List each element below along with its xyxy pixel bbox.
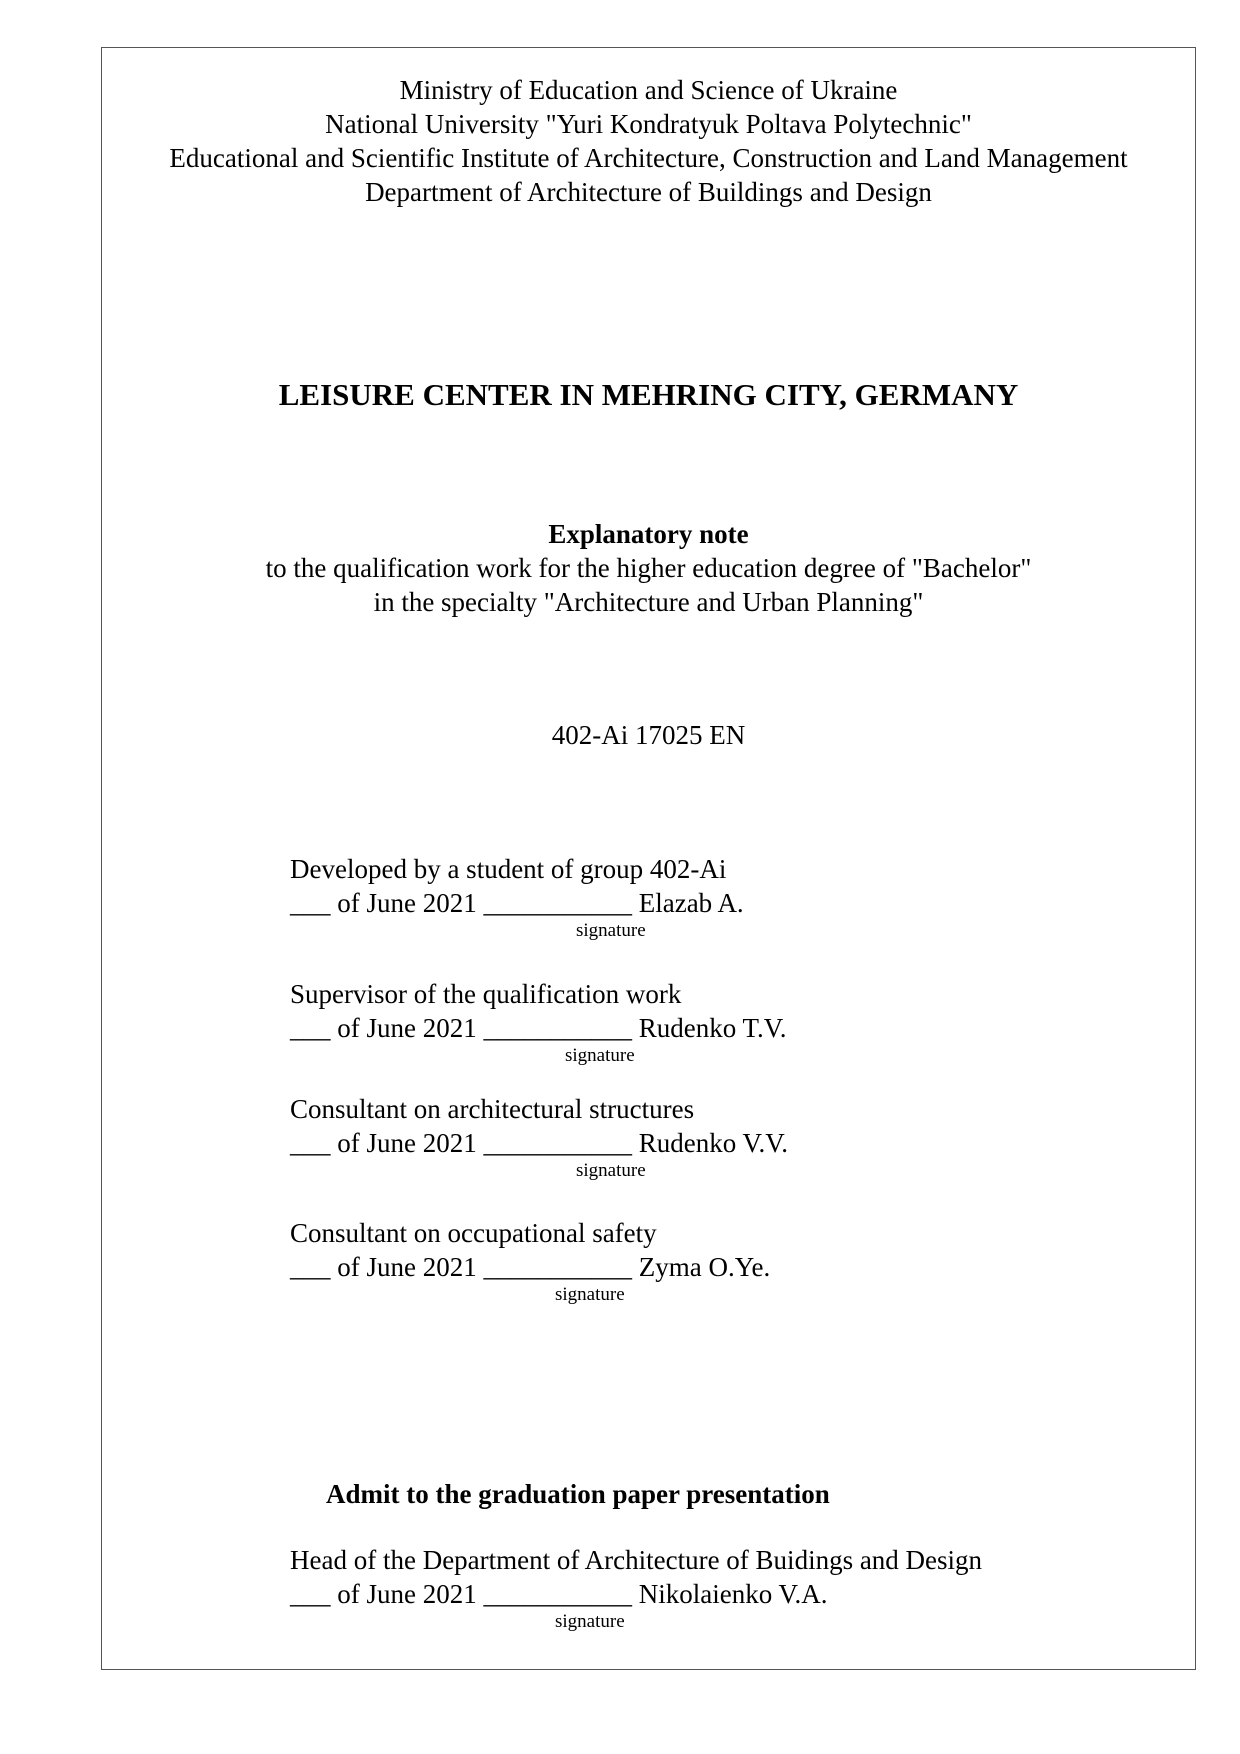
signatory-department-head: [290, 1543, 1150, 1632]
signature-caption: signature: [555, 1284, 625, 1305]
signature-caption: signature: [555, 1611, 625, 1632]
document-code: 402-Ai 17025 EN: [551, 720, 746, 750]
signatory-safety-consultant: [290, 1216, 1150, 1305]
note-line-2: in the specialty "Architecture and Urban Planning": [373, 587, 924, 617]
signatory-date-line: ___ of June 2021 ___________ Nikolaienko V.A.: [290, 1579, 828, 1609]
admit-heading: Admit to the graduation paper presentation: [326, 1479, 830, 1509]
signatory-structures-consultant: [290, 1092, 1150, 1181]
signatory-developer: [290, 852, 1150, 941]
signatory-date-line: ___ of June 2021 ___________ Rudenko T.V.: [290, 1013, 787, 1043]
signatory-role: Consultant on occupational safety: [290, 1218, 657, 1248]
ministry-name: Ministry of Education and Science of Ukraine: [399, 75, 898, 105]
department-name: Department of Architecture of Buildings and Design: [365, 177, 932, 207]
signatory-role: Developed by a student of group 402-Ai: [290, 854, 727, 884]
signatory-supervisor: [290, 977, 1150, 1066]
signature-caption: signature: [576, 920, 646, 941]
institute-name: Educational and Scientific Institute of Architecture, Construction and Land Management: [169, 143, 1128, 173]
signatory-date-line: ___ of June 2021 ___________ Rudenko V.V.: [290, 1128, 789, 1158]
signature-caption: signature: [565, 1045, 635, 1066]
signatory-role: Supervisor of the qualification work: [290, 979, 682, 1009]
signatory-role: Consultant on architectural structures: [290, 1094, 695, 1124]
university-name: National University "Yuri Kondratyuk Poltava Polytechnic": [325, 109, 972, 139]
signatory-date-line: ___ of June 2021 ___________ Zyma O.Ye.: [290, 1252, 771, 1282]
note-heading: Explanatory note: [548, 519, 749, 549]
signatory-date-line: ___ of June 2021 ___________ Elazab A.: [290, 888, 744, 918]
signature-caption: signature: [576, 1160, 646, 1181]
signatory-role: Head of the Department of Architecture of Buidings and Design: [290, 1545, 983, 1575]
note-line-1: to the qualification work for the higher education degree of "Bachelor": [265, 553, 1032, 583]
document-title: LEISURE CENTER IN MEHRING CITY, GERMANY: [278, 377, 1019, 412]
